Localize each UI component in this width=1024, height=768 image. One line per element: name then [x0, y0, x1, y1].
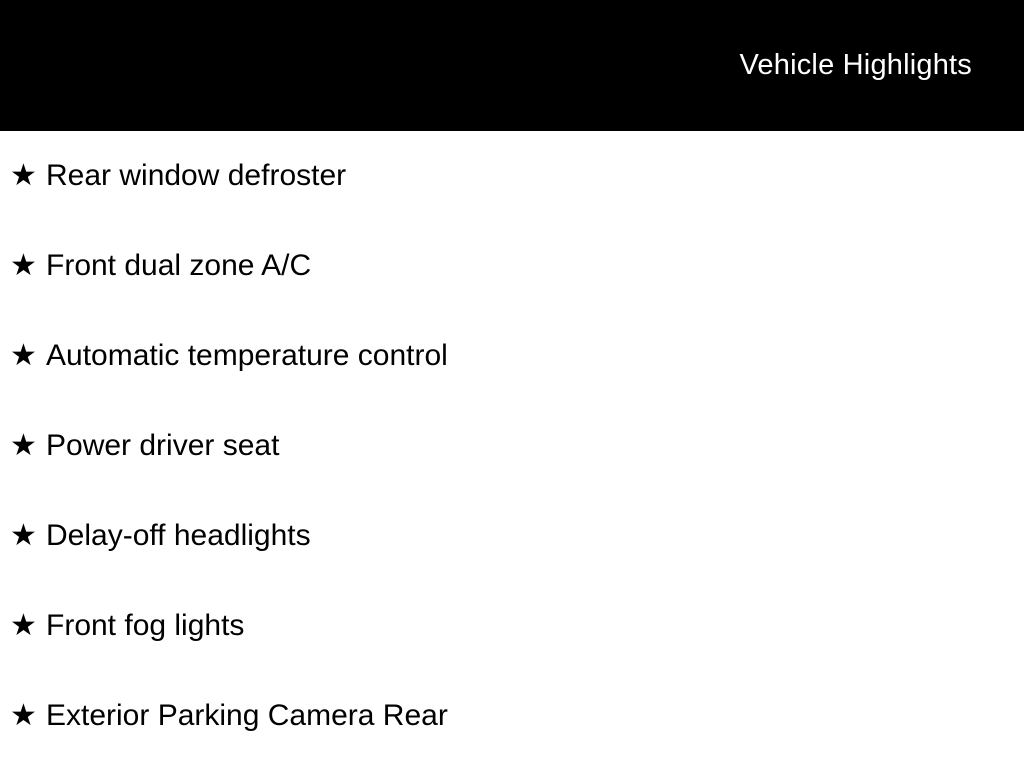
list-item [10, 401, 1024, 491]
list-item [10, 671, 1024, 761]
star-icon: ★ [10, 519, 37, 552]
list-item-label: Power driver seat [46, 429, 280, 462]
star-icon: ★ [10, 429, 37, 462]
list-item [10, 221, 1024, 311]
list-item [10, 131, 1024, 221]
page-title: Vehicle Highlights [739, 49, 972, 81]
list-item-label: Exterior Parking Camera Rear [46, 699, 448, 732]
star-icon: ★ [10, 339, 37, 372]
list-item-label: Delay-off headlights [46, 519, 311, 552]
star-icon: ★ [10, 609, 37, 642]
star-icon: ★ [10, 159, 37, 192]
list-item [10, 311, 1024, 401]
star-icon: ★ [10, 699, 37, 732]
list-item [10, 581, 1024, 671]
list-item-label: Rear window defroster [46, 159, 347, 192]
list-item [10, 491, 1024, 581]
header-bar [0, 0, 1024, 131]
list-item-label: Automatic temperature control [46, 339, 448, 372]
list-item-label: Front dual zone A/C [46, 249, 312, 282]
feature-list [0, 131, 1024, 761]
list-item-label: Front fog lights [46, 609, 245, 642]
star-icon: ★ [10, 249, 37, 282]
